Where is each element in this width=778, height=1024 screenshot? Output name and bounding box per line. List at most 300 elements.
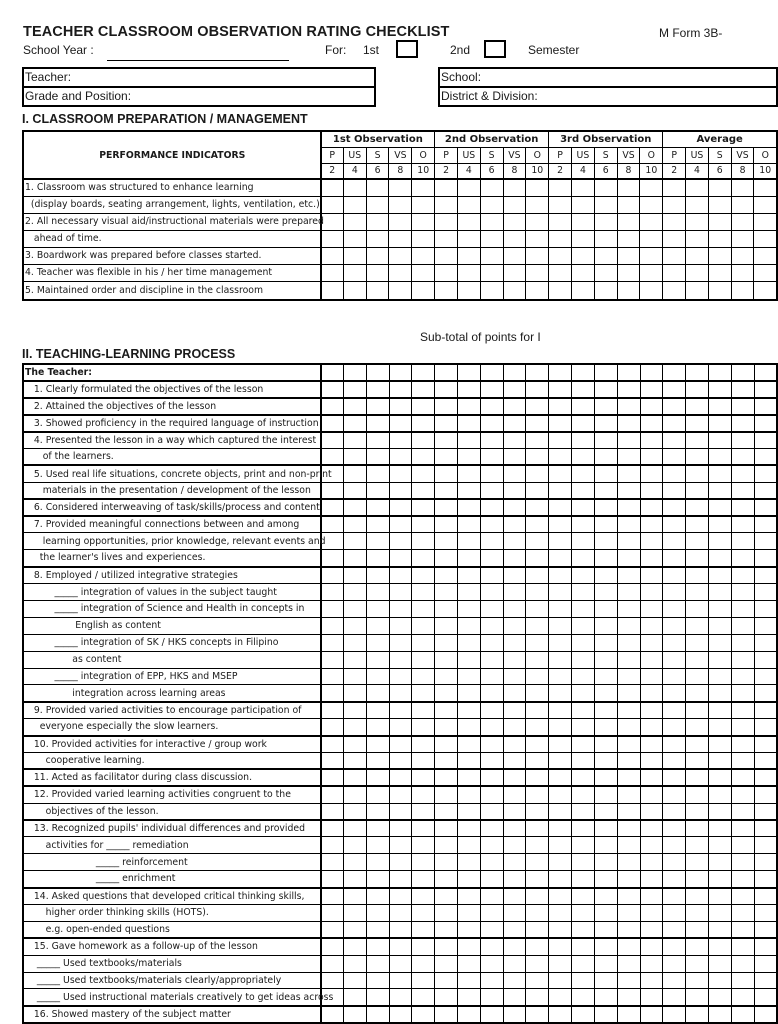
section2-score-cell[interactable] bbox=[343, 668, 366, 685]
section2-score-cell[interactable] bbox=[663, 702, 686, 719]
section1-score-cell[interactable] bbox=[663, 281, 686, 300]
section2-score-cell[interactable] bbox=[458, 398, 481, 415]
section2-score-cell[interactable] bbox=[458, 820, 481, 837]
section2-score-cell[interactable] bbox=[754, 482, 777, 499]
section1-score-cell[interactable] bbox=[366, 213, 389, 230]
section2-score-cell[interactable] bbox=[640, 871, 663, 888]
section2-score-cell[interactable] bbox=[686, 432, 709, 449]
section1-score-cell[interactable] bbox=[503, 179, 526, 196]
section1-score-cell[interactable] bbox=[731, 230, 754, 247]
section1-score-cell[interactable] bbox=[526, 264, 549, 281]
section2-score-cell[interactable] bbox=[480, 651, 503, 668]
section2-score-cell[interactable] bbox=[458, 736, 481, 753]
section2-score-cell[interactable] bbox=[731, 905, 754, 922]
section2-score-cell[interactable] bbox=[549, 736, 572, 753]
section2-score-cell[interactable] bbox=[526, 364, 549, 381]
section2-score-cell[interactable] bbox=[640, 820, 663, 837]
section2-score-cell[interactable] bbox=[640, 651, 663, 668]
section2-score-cell[interactable] bbox=[549, 837, 572, 854]
section2-score-cell[interactable] bbox=[686, 752, 709, 769]
section2-score-cell[interactable] bbox=[731, 685, 754, 702]
section2-score-cell[interactable] bbox=[412, 499, 435, 516]
section1-score-cell[interactable] bbox=[754, 230, 777, 247]
section2-score-cell[interactable] bbox=[435, 702, 458, 719]
section2-score-cell[interactable] bbox=[343, 465, 366, 482]
section2-score-cell[interactable] bbox=[731, 719, 754, 736]
section2-score-cell[interactable] bbox=[686, 634, 709, 651]
section2-score-cell[interactable] bbox=[594, 803, 617, 820]
section2-score-cell[interactable] bbox=[412, 398, 435, 415]
section2-score-cell[interactable] bbox=[731, 617, 754, 634]
section2-score-cell[interactable] bbox=[617, 972, 640, 989]
section2-score-cell[interactable] bbox=[594, 685, 617, 702]
section2-score-cell[interactable] bbox=[389, 415, 412, 432]
section2-score-cell[interactable] bbox=[686, 837, 709, 854]
section2-score-cell[interactable] bbox=[617, 432, 640, 449]
section2-score-cell[interactable] bbox=[663, 905, 686, 922]
section2-score-cell[interactable] bbox=[572, 533, 595, 550]
section2-score-cell[interactable] bbox=[663, 786, 686, 803]
section2-score-cell[interactable] bbox=[458, 989, 481, 1006]
section2-score-cell[interactable] bbox=[458, 803, 481, 820]
section2-score-cell[interactable] bbox=[343, 989, 366, 1006]
section2-score-cell[interactable] bbox=[389, 381, 412, 398]
section2-score-cell[interactable] bbox=[412, 921, 435, 938]
section2-score-cell[interactable] bbox=[412, 482, 435, 499]
section2-score-cell[interactable] bbox=[412, 516, 435, 533]
section2-score-cell[interactable] bbox=[526, 617, 549, 634]
section2-score-cell[interactable] bbox=[731, 803, 754, 820]
section1-score-cell[interactable] bbox=[617, 179, 640, 196]
section2-score-cell[interactable] bbox=[366, 989, 389, 1006]
section2-score-cell[interactable] bbox=[731, 651, 754, 668]
section2-score-cell[interactable] bbox=[549, 803, 572, 820]
section2-score-cell[interactable] bbox=[435, 820, 458, 837]
first-semester-checkbox[interactable] bbox=[396, 40, 418, 58]
section2-score-cell[interactable] bbox=[526, 584, 549, 601]
section1-score-cell[interactable] bbox=[526, 196, 549, 213]
section2-score-cell[interactable] bbox=[708, 786, 731, 803]
section2-score-cell[interactable] bbox=[549, 651, 572, 668]
section1-score-cell[interactable] bbox=[640, 247, 663, 264]
section2-score-cell[interactable] bbox=[594, 600, 617, 617]
section2-score-cell[interactable] bbox=[321, 752, 344, 769]
section2-score-cell[interactable] bbox=[526, 398, 549, 415]
section2-score-cell[interactable] bbox=[663, 769, 686, 786]
section2-score-cell[interactable] bbox=[321, 888, 344, 905]
teacher-field[interactable]: Teacher: bbox=[25, 70, 72, 84]
section2-score-cell[interactable] bbox=[366, 719, 389, 736]
section2-score-cell[interactable] bbox=[708, 972, 731, 989]
section2-score-cell[interactable] bbox=[503, 736, 526, 753]
district-division-field[interactable]: District & Division: bbox=[440, 86, 776, 105]
section2-score-cell[interactable] bbox=[503, 1006, 526, 1023]
section2-score-cell[interactable] bbox=[321, 871, 344, 888]
section2-score-cell[interactable] bbox=[594, 786, 617, 803]
section2-score-cell[interactable] bbox=[412, 432, 435, 449]
section2-score-cell[interactable] bbox=[754, 600, 777, 617]
section2-score-cell[interactable] bbox=[480, 432, 503, 449]
section2-score-cell[interactable] bbox=[663, 921, 686, 938]
section2-score-cell[interactable] bbox=[526, 415, 549, 432]
section2-score-cell[interactable] bbox=[366, 550, 389, 567]
section2-score-cell[interactable] bbox=[435, 415, 458, 432]
section2-score-cell[interactable] bbox=[412, 820, 435, 837]
section2-score-cell[interactable] bbox=[572, 854, 595, 871]
section2-score-cell[interactable] bbox=[321, 482, 344, 499]
section2-score-cell[interactable] bbox=[321, 668, 344, 685]
section2-score-cell[interactable] bbox=[435, 499, 458, 516]
section2-score-cell[interactable] bbox=[503, 871, 526, 888]
section2-score-cell[interactable] bbox=[594, 381, 617, 398]
section1-score-cell[interactable] bbox=[435, 281, 458, 300]
section2-score-cell[interactable] bbox=[526, 685, 549, 702]
section2-score-cell[interactable] bbox=[458, 516, 481, 533]
section2-score-cell[interactable] bbox=[594, 921, 617, 938]
section2-score-cell[interactable] bbox=[731, 972, 754, 989]
section2-score-cell[interactable] bbox=[754, 938, 777, 955]
section2-score-cell[interactable] bbox=[663, 567, 686, 584]
section2-score-cell[interactable] bbox=[321, 955, 344, 972]
section1-score-cell[interactable] bbox=[435, 264, 458, 281]
section2-score-cell[interactable] bbox=[480, 364, 503, 381]
section2-score-cell[interactable] bbox=[731, 955, 754, 972]
section2-score-cell[interactable] bbox=[686, 769, 709, 786]
section1-score-cell[interactable] bbox=[754, 196, 777, 213]
section2-score-cell[interactable] bbox=[343, 651, 366, 668]
section2-score-cell[interactable] bbox=[617, 871, 640, 888]
section2-score-cell[interactable] bbox=[321, 803, 344, 820]
section2-score-cell[interactable] bbox=[572, 550, 595, 567]
section2-score-cell[interactable] bbox=[503, 651, 526, 668]
section2-score-cell[interactable] bbox=[458, 769, 481, 786]
section2-score-cell[interactable] bbox=[503, 364, 526, 381]
section1-score-cell[interactable] bbox=[708, 196, 731, 213]
section2-score-cell[interactable] bbox=[663, 465, 686, 482]
section1-score-cell[interactable] bbox=[389, 230, 412, 247]
section1-score-cell[interactable] bbox=[457, 264, 480, 281]
section1-score-cell[interactable] bbox=[640, 179, 663, 196]
section2-score-cell[interactable] bbox=[458, 668, 481, 685]
section2-score-cell[interactable] bbox=[594, 769, 617, 786]
section2-score-cell[interactable] bbox=[343, 685, 366, 702]
section2-score-cell[interactable] bbox=[549, 634, 572, 651]
section2-score-cell[interactable] bbox=[343, 432, 366, 449]
section2-score-cell[interactable] bbox=[389, 448, 412, 465]
section2-score-cell[interactable] bbox=[321, 364, 344, 381]
section2-score-cell[interactable] bbox=[617, 854, 640, 871]
section2-score-cell[interactable] bbox=[640, 786, 663, 803]
section2-score-cell[interactable] bbox=[731, 516, 754, 533]
section1-score-cell[interactable] bbox=[457, 230, 480, 247]
section2-score-cell[interactable] bbox=[480, 820, 503, 837]
section2-score-cell[interactable] bbox=[640, 567, 663, 584]
section2-score-cell[interactable] bbox=[343, 600, 366, 617]
section2-score-cell[interactable] bbox=[754, 702, 777, 719]
section2-score-cell[interactable] bbox=[389, 617, 412, 634]
section2-score-cell[interactable] bbox=[435, 550, 458, 567]
section2-score-cell[interactable] bbox=[435, 567, 458, 584]
section1-score-cell[interactable] bbox=[708, 179, 731, 196]
section2-score-cell[interactable] bbox=[594, 888, 617, 905]
section2-score-cell[interactable] bbox=[321, 634, 344, 651]
section2-score-cell[interactable] bbox=[617, 651, 640, 668]
section2-score-cell[interactable] bbox=[640, 752, 663, 769]
section2-score-cell[interactable] bbox=[412, 719, 435, 736]
section1-score-cell[interactable] bbox=[480, 179, 503, 196]
section2-score-cell[interactable] bbox=[731, 567, 754, 584]
section2-score-cell[interactable] bbox=[412, 702, 435, 719]
section2-score-cell[interactable] bbox=[572, 769, 595, 786]
section2-score-cell[interactable] bbox=[412, 938, 435, 955]
section1-score-cell[interactable] bbox=[503, 281, 526, 300]
section2-score-cell[interactable] bbox=[526, 432, 549, 449]
section2-score-cell[interactable] bbox=[663, 989, 686, 1006]
section2-score-cell[interactable] bbox=[617, 803, 640, 820]
section2-score-cell[interactable] bbox=[731, 364, 754, 381]
section2-score-cell[interactable] bbox=[549, 398, 572, 415]
section2-score-cell[interactable] bbox=[594, 719, 617, 736]
section2-score-cell[interactable] bbox=[366, 685, 389, 702]
section2-score-cell[interactable] bbox=[708, 989, 731, 1006]
section2-score-cell[interactable] bbox=[594, 955, 617, 972]
section1-score-cell[interactable] bbox=[389, 213, 412, 230]
section2-score-cell[interactable] bbox=[366, 955, 389, 972]
section2-score-cell[interactable] bbox=[572, 989, 595, 1006]
section2-score-cell[interactable] bbox=[480, 921, 503, 938]
section2-score-cell[interactable] bbox=[412, 989, 435, 1006]
section1-score-cell[interactable] bbox=[663, 196, 686, 213]
section2-score-cell[interactable] bbox=[640, 550, 663, 567]
section2-score-cell[interactable] bbox=[572, 702, 595, 719]
section2-score-cell[interactable] bbox=[480, 786, 503, 803]
section2-score-cell[interactable] bbox=[572, 600, 595, 617]
section1-score-cell[interactable] bbox=[366, 281, 389, 300]
section2-score-cell[interactable] bbox=[343, 567, 366, 584]
section2-score-cell[interactable] bbox=[435, 482, 458, 499]
section2-score-cell[interactable] bbox=[435, 668, 458, 685]
section2-score-cell[interactable] bbox=[731, 465, 754, 482]
section2-score-cell[interactable] bbox=[594, 432, 617, 449]
section2-score-cell[interactable] bbox=[343, 905, 366, 922]
section2-score-cell[interactable] bbox=[526, 854, 549, 871]
section2-score-cell[interactable] bbox=[572, 651, 595, 668]
section2-score-cell[interactable] bbox=[549, 465, 572, 482]
section2-score-cell[interactable] bbox=[617, 769, 640, 786]
section2-score-cell[interactable] bbox=[754, 837, 777, 854]
section2-score-cell[interactable] bbox=[663, 938, 686, 955]
section2-score-cell[interactable] bbox=[572, 381, 595, 398]
section2-score-cell[interactable] bbox=[754, 685, 777, 702]
section2-score-cell[interactable] bbox=[458, 871, 481, 888]
section2-score-cell[interactable] bbox=[458, 415, 481, 432]
section1-score-cell[interactable] bbox=[686, 281, 709, 300]
section2-score-cell[interactable] bbox=[754, 398, 777, 415]
section2-score-cell[interactable] bbox=[754, 516, 777, 533]
section1-score-cell[interactable] bbox=[321, 281, 344, 300]
section2-score-cell[interactable] bbox=[617, 600, 640, 617]
section2-score-cell[interactable] bbox=[594, 820, 617, 837]
section2-score-cell[interactable] bbox=[549, 752, 572, 769]
section1-score-cell[interactable] bbox=[321, 196, 344, 213]
section2-score-cell[interactable] bbox=[389, 820, 412, 837]
section2-score-cell[interactable] bbox=[617, 820, 640, 837]
section2-score-cell[interactable] bbox=[458, 567, 481, 584]
section2-score-cell[interactable] bbox=[366, 921, 389, 938]
section2-score-cell[interactable] bbox=[321, 1006, 344, 1023]
section2-score-cell[interactable] bbox=[412, 567, 435, 584]
section2-score-cell[interactable] bbox=[458, 921, 481, 938]
section2-score-cell[interactable] bbox=[640, 837, 663, 854]
section2-score-cell[interactable] bbox=[480, 871, 503, 888]
section2-score-cell[interactable] bbox=[572, 837, 595, 854]
section1-score-cell[interactable] bbox=[549, 179, 572, 196]
school-field[interactable]: School: bbox=[441, 70, 482, 84]
section2-score-cell[interactable] bbox=[617, 938, 640, 955]
section2-score-cell[interactable] bbox=[321, 381, 344, 398]
section1-score-cell[interactable] bbox=[594, 281, 617, 300]
section1-score-cell[interactable] bbox=[731, 196, 754, 213]
section1-score-cell[interactable] bbox=[686, 196, 709, 213]
section2-score-cell[interactable] bbox=[366, 516, 389, 533]
section2-score-cell[interactable] bbox=[617, 516, 640, 533]
section1-score-cell[interactable] bbox=[640, 264, 663, 281]
section1-score-cell[interactable] bbox=[503, 196, 526, 213]
section2-score-cell[interactable] bbox=[617, 702, 640, 719]
section2-score-cell[interactable] bbox=[480, 668, 503, 685]
section2-score-cell[interactable] bbox=[343, 786, 366, 803]
section1-score-cell[interactable] bbox=[686, 230, 709, 247]
section2-score-cell[interactable] bbox=[366, 820, 389, 837]
section2-score-cell[interactable] bbox=[389, 482, 412, 499]
section1-score-cell[interactable] bbox=[731, 179, 754, 196]
section2-score-cell[interactable] bbox=[458, 550, 481, 567]
section2-score-cell[interactable] bbox=[435, 955, 458, 972]
section2-score-cell[interactable] bbox=[572, 786, 595, 803]
section1-score-cell[interactable] bbox=[549, 264, 572, 281]
section2-score-cell[interactable] bbox=[480, 482, 503, 499]
section2-score-cell[interactable] bbox=[480, 567, 503, 584]
section2-score-cell[interactable] bbox=[549, 448, 572, 465]
section2-score-cell[interactable] bbox=[389, 668, 412, 685]
section2-score-cell[interactable] bbox=[594, 398, 617, 415]
section2-score-cell[interactable] bbox=[526, 516, 549, 533]
section2-score-cell[interactable] bbox=[708, 617, 731, 634]
section2-score-cell[interactable] bbox=[321, 600, 344, 617]
section2-score-cell[interactable] bbox=[594, 499, 617, 516]
section2-score-cell[interactable] bbox=[572, 432, 595, 449]
section2-score-cell[interactable] bbox=[412, 837, 435, 854]
section2-score-cell[interactable] bbox=[731, 550, 754, 567]
section2-score-cell[interactable] bbox=[686, 888, 709, 905]
section1-score-cell[interactable] bbox=[572, 230, 595, 247]
section2-score-cell[interactable] bbox=[640, 432, 663, 449]
section2-score-cell[interactable] bbox=[572, 685, 595, 702]
section1-score-cell[interactable] bbox=[640, 281, 663, 300]
section2-score-cell[interactable] bbox=[594, 584, 617, 601]
section2-score-cell[interactable] bbox=[617, 398, 640, 415]
section2-score-cell[interactable] bbox=[526, 972, 549, 989]
section2-score-cell[interactable] bbox=[549, 533, 572, 550]
section2-score-cell[interactable] bbox=[663, 736, 686, 753]
section2-score-cell[interactable] bbox=[343, 938, 366, 955]
section2-score-cell[interactable] bbox=[594, 989, 617, 1006]
section2-score-cell[interactable] bbox=[389, 465, 412, 482]
section2-score-cell[interactable] bbox=[708, 871, 731, 888]
section2-score-cell[interactable] bbox=[389, 398, 412, 415]
section2-score-cell[interactable] bbox=[480, 752, 503, 769]
section2-score-cell[interactable] bbox=[435, 634, 458, 651]
section2-score-cell[interactable] bbox=[572, 820, 595, 837]
section2-score-cell[interactable] bbox=[366, 938, 389, 955]
section2-score-cell[interactable] bbox=[708, 584, 731, 601]
section2-score-cell[interactable] bbox=[754, 719, 777, 736]
section2-score-cell[interactable] bbox=[526, 651, 549, 668]
section2-score-cell[interactable] bbox=[549, 972, 572, 989]
section2-score-cell[interactable] bbox=[708, 837, 731, 854]
section2-score-cell[interactable] bbox=[708, 651, 731, 668]
section2-score-cell[interactable] bbox=[640, 617, 663, 634]
section2-score-cell[interactable] bbox=[640, 364, 663, 381]
section1-score-cell[interactable] bbox=[640, 213, 663, 230]
section2-score-cell[interactable] bbox=[480, 854, 503, 871]
section2-score-cell[interactable] bbox=[503, 972, 526, 989]
section2-score-cell[interactable] bbox=[663, 685, 686, 702]
section2-score-cell[interactable] bbox=[435, 888, 458, 905]
section2-score-cell[interactable] bbox=[594, 567, 617, 584]
section2-score-cell[interactable] bbox=[686, 871, 709, 888]
section2-score-cell[interactable] bbox=[617, 786, 640, 803]
section2-score-cell[interactable] bbox=[731, 482, 754, 499]
section2-score-cell[interactable] bbox=[321, 769, 344, 786]
section1-score-cell[interactable] bbox=[457, 281, 480, 300]
section2-score-cell[interactable] bbox=[549, 567, 572, 584]
section2-score-cell[interactable] bbox=[617, 955, 640, 972]
section2-score-cell[interactable] bbox=[594, 938, 617, 955]
section2-score-cell[interactable] bbox=[503, 600, 526, 617]
section1-score-cell[interactable] bbox=[594, 196, 617, 213]
section2-score-cell[interactable] bbox=[480, 955, 503, 972]
section2-score-cell[interactable] bbox=[754, 820, 777, 837]
section2-score-cell[interactable] bbox=[640, 854, 663, 871]
section2-score-cell[interactable] bbox=[640, 584, 663, 601]
section1-score-cell[interactable] bbox=[640, 196, 663, 213]
section2-score-cell[interactable] bbox=[343, 499, 366, 516]
section2-score-cell[interactable] bbox=[708, 432, 731, 449]
section2-score-cell[interactable] bbox=[389, 719, 412, 736]
section2-score-cell[interactable] bbox=[754, 736, 777, 753]
section2-score-cell[interactable] bbox=[640, 499, 663, 516]
section2-score-cell[interactable] bbox=[549, 769, 572, 786]
section2-score-cell[interactable] bbox=[526, 786, 549, 803]
section1-score-cell[interactable] bbox=[594, 179, 617, 196]
section2-score-cell[interactable] bbox=[594, 415, 617, 432]
section2-score-cell[interactable] bbox=[663, 499, 686, 516]
section2-score-cell[interactable] bbox=[526, 499, 549, 516]
section1-score-cell[interactable] bbox=[435, 179, 458, 196]
section2-score-cell[interactable] bbox=[572, 516, 595, 533]
section1-score-cell[interactable] bbox=[343, 179, 366, 196]
section2-score-cell[interactable] bbox=[366, 888, 389, 905]
section2-score-cell[interactable] bbox=[708, 533, 731, 550]
section2-score-cell[interactable] bbox=[731, 854, 754, 871]
section2-score-cell[interactable] bbox=[526, 533, 549, 550]
section2-score-cell[interactable] bbox=[754, 533, 777, 550]
section2-score-cell[interactable] bbox=[731, 381, 754, 398]
section2-score-cell[interactable] bbox=[663, 719, 686, 736]
section2-score-cell[interactable] bbox=[549, 381, 572, 398]
section2-score-cell[interactable] bbox=[526, 837, 549, 854]
